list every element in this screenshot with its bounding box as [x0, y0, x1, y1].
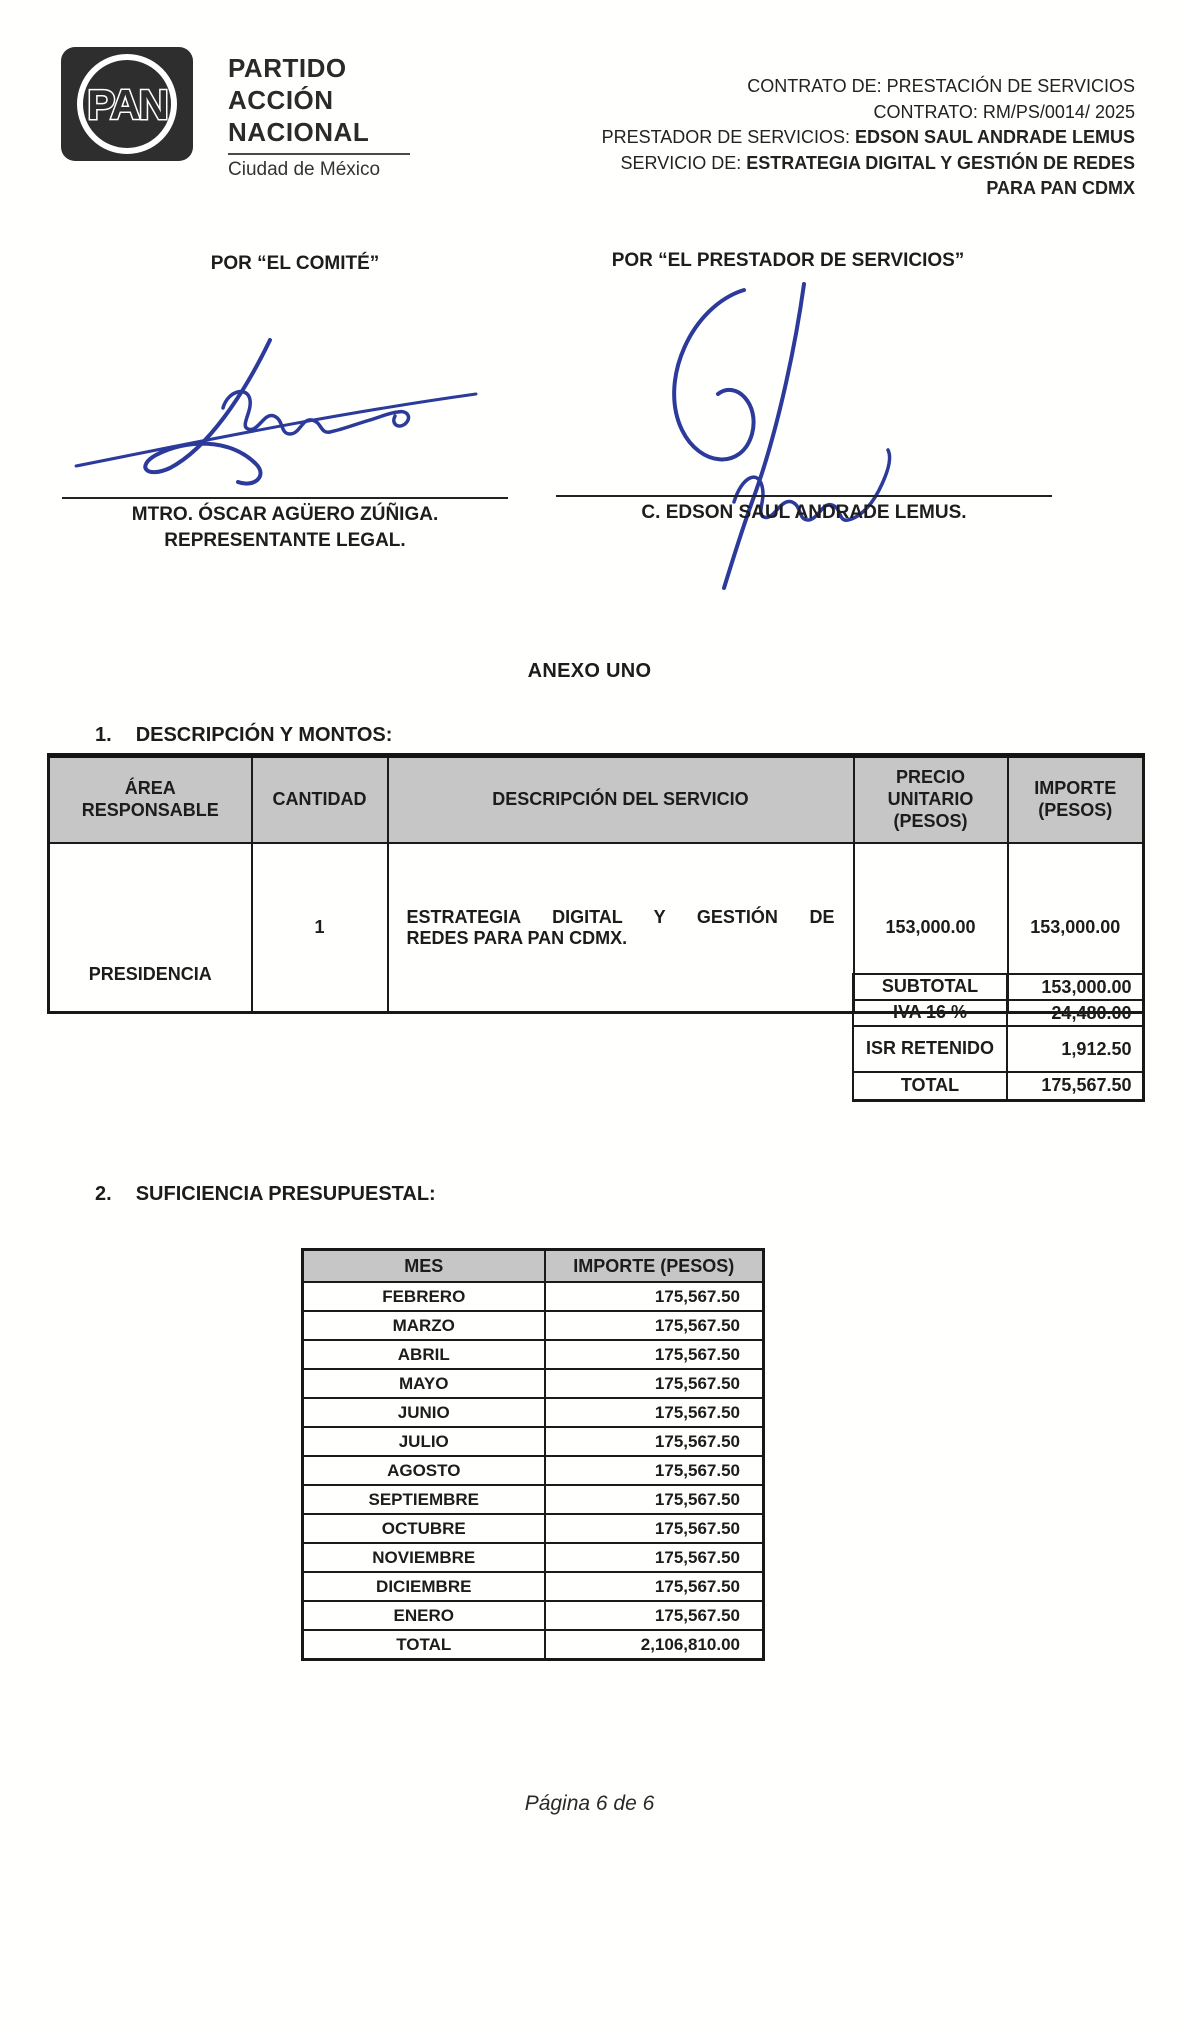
- monthly-row: [303, 1514, 764, 1543]
- month-cell: JULIO: [303, 1427, 545, 1456]
- precio-cell: 153,000.00: [854, 843, 1008, 1013]
- services-table-header-row: [49, 756, 1144, 844]
- month-cell: MAYO: [303, 1369, 545, 1398]
- totals-row: [853, 1026, 1143, 1072]
- totals-label-cell: TOTAL: [853, 1072, 1007, 1100]
- committee-name-block: [62, 502, 508, 554]
- committee-signature-line: [62, 497, 508, 499]
- page-number: Página 6 de 6: [524, 1792, 655, 1815]
- contract-line-label: CONTRATO DE:: [747, 76, 882, 96]
- descripcion-line: ESTRATEGIA DIGITAL Y GESTIÓN DE: [406, 906, 835, 927]
- month-cell: NOVIEMBRE: [303, 1543, 545, 1572]
- contract-line: [602, 74, 1135, 100]
- contract-line-label: PRESTADOR DE SERVICIOS:: [601, 127, 850, 147]
- column-header-importe-mes: IMPORTE (PESOS): [545, 1250, 764, 1283]
- month-cell: TOTAL: [303, 1630, 545, 1660]
- committee-title: REPRESENTANTE LEGAL.: [164, 530, 406, 551]
- monthly-row: [303, 1572, 764, 1601]
- committee-signature-image: [58, 298, 498, 498]
- totals-row: [853, 1072, 1143, 1100]
- column-header-cantidad: CANTIDAD: [252, 756, 388, 844]
- totals-value-cell: 1,912.50: [1007, 1026, 1143, 1072]
- committee-name: MTRO. ÓSCAR AGÜERO ZÚÑIGA.: [131, 504, 439, 525]
- monthly-row: [303, 1311, 764, 1340]
- contract-line-label: SERVICIO DE:: [620, 152, 742, 173]
- party-name-line: PARTIDO: [228, 53, 347, 83]
- column-header-area: ÁREA RESPONSABLE: [49, 756, 252, 844]
- contract-line-value: EDSON SAUL ANDRADE LEMUS: [854, 127, 1135, 147]
- committee-header: POR “EL COMITÉ”: [210, 253, 380, 274]
- month-cell: DICIEMBRE: [303, 1572, 545, 1601]
- monthly-row: [303, 1456, 764, 1485]
- party-name-block: [228, 52, 410, 181]
- section1-number: 1.: [95, 724, 112, 746]
- monthly-row: [303, 1369, 764, 1398]
- month-importe-cell: 175,567.50: [545, 1456, 764, 1485]
- brand-region: Ciudad de México: [228, 159, 381, 180]
- totals-row: [853, 974, 1143, 1000]
- importe-cell: 153,000.00: [1008, 843, 1144, 1013]
- contract-line-value: PARA PAN CDMX: [986, 178, 1135, 198]
- monthly-row: [303, 1543, 764, 1572]
- section1-title: DESCRIPCIÓN Y MONTOS:: [135, 724, 393, 746]
- section2-title: SUFICIENCIA PRESUPUESTAL:: [135, 1183, 436, 1205]
- month-cell: JUNIO: [303, 1398, 545, 1427]
- month-importe-cell: 175,567.50: [545, 1369, 764, 1398]
- totals-row: [853, 1000, 1143, 1026]
- totals-label-cell: ISR RETENIDO: [853, 1026, 1007, 1072]
- column-header-importe: IMPORTE (PESOS): [1008, 756, 1144, 844]
- contract-line: [602, 176, 1135, 202]
- month-importe-cell: 175,567.50: [545, 1514, 764, 1543]
- monthly-row: [303, 1485, 764, 1514]
- monthly-row: [303, 1630, 764, 1660]
- month-importe-cell: 175,567.50: [545, 1311, 764, 1340]
- descripcion-cell: [388, 843, 854, 1013]
- month-importe-cell: 175,567.50: [545, 1282, 764, 1311]
- column-header-precio: PRECIO UNITARIO (PESOS): [854, 756, 1008, 844]
- section1-heading: [95, 724, 392, 747]
- month-importe-cell: 175,567.50: [545, 1398, 764, 1427]
- cantidad-cell: 1: [252, 843, 388, 1013]
- contract-line: [602, 125, 1135, 151]
- month-cell: OCTUBRE: [303, 1514, 545, 1543]
- totals-label-cell: SUBTOTAL: [853, 974, 1007, 1000]
- month-importe-cell: 175,567.50: [545, 1572, 764, 1601]
- totals-table: [852, 973, 1145, 1102]
- monthly-table-header-row: [303, 1250, 764, 1283]
- month-cell: AGOSTO: [303, 1456, 545, 1485]
- totals-table-body: [853, 974, 1143, 1100]
- month-cell: ENERO: [303, 1601, 545, 1630]
- pan-logo: [60, 46, 194, 162]
- month-importe-cell: 175,567.50: [545, 1543, 764, 1572]
- descripcion-line: REDES PARA PAN CDMX.: [406, 927, 628, 948]
- month-cell: ABRIL: [303, 1340, 545, 1369]
- contract-line-value: PRESTACIÓN DE SERVICIOS: [886, 76, 1135, 96]
- month-importe-cell: 175,567.50: [545, 1340, 764, 1369]
- monthly-table-body: [303, 1282, 764, 1660]
- month-cell: FEBRERO: [303, 1282, 545, 1311]
- monthly-row: [303, 1398, 764, 1427]
- month-importe-cell: 175,567.50: [545, 1427, 764, 1456]
- brand-divider: [228, 153, 410, 155]
- totals-value-cell: 175,567.50: [1007, 1072, 1143, 1100]
- provider-signature-image: [596, 262, 916, 592]
- month-importe-cell: 175,567.50: [545, 1485, 764, 1514]
- section2-heading: [95, 1183, 436, 1206]
- section2-number: 2.: [95, 1183, 112, 1205]
- contract-info-block: [602, 74, 1135, 202]
- contract-line: [602, 151, 1135, 177]
- pan-logo-acronym: PAN: [87, 81, 167, 128]
- provider-signature-line: [556, 495, 1052, 497]
- monthly-row: [303, 1282, 764, 1311]
- monthly-table: [301, 1248, 765, 1661]
- month-importe-cell: 2,106,810.00: [545, 1630, 764, 1660]
- party-name-line: NACIONAL: [228, 117, 370, 147]
- month-cell: MARZO: [303, 1311, 545, 1340]
- monthly-row: [303, 1427, 764, 1456]
- monthly-row: [303, 1340, 764, 1369]
- provider-header: POR “EL PRESTADOR DE SERVICIOS”: [611, 250, 965, 271]
- party-name-line: ACCIÓN: [228, 85, 334, 115]
- contract-line-value: ESTRATEGIA DIGITAL Y GESTIÓN DE REDES: [746, 152, 1135, 173]
- totals-label-cell: IVA 16 %: [853, 1000, 1007, 1026]
- totals-value-cell: 24,480.00: [1007, 1000, 1143, 1026]
- column-header-descripcion: DESCRIPCIÓN DEL SERVICIO: [388, 756, 854, 844]
- provider-name: C. EDSON SAUL ANDRADE LEMUS.: [641, 502, 967, 523]
- month-importe-cell: 175,567.50: [545, 1601, 764, 1630]
- contract-line: [602, 100, 1135, 126]
- monthly-row: [303, 1601, 764, 1630]
- totals-value-cell: 153,000.00: [1007, 974, 1143, 1000]
- month-cell: SEPTIEMBRE: [303, 1485, 545, 1514]
- anexo-title: ANEXO UNO: [527, 660, 652, 682]
- contract-line-label: CONTRATO:: [873, 101, 978, 122]
- column-header-mes: MES: [303, 1250, 545, 1283]
- contract-line-value: RM/PS/0014/ 2025: [982, 101, 1135, 122]
- area-cell: PRESIDENCIA: [49, 843, 252, 1013]
